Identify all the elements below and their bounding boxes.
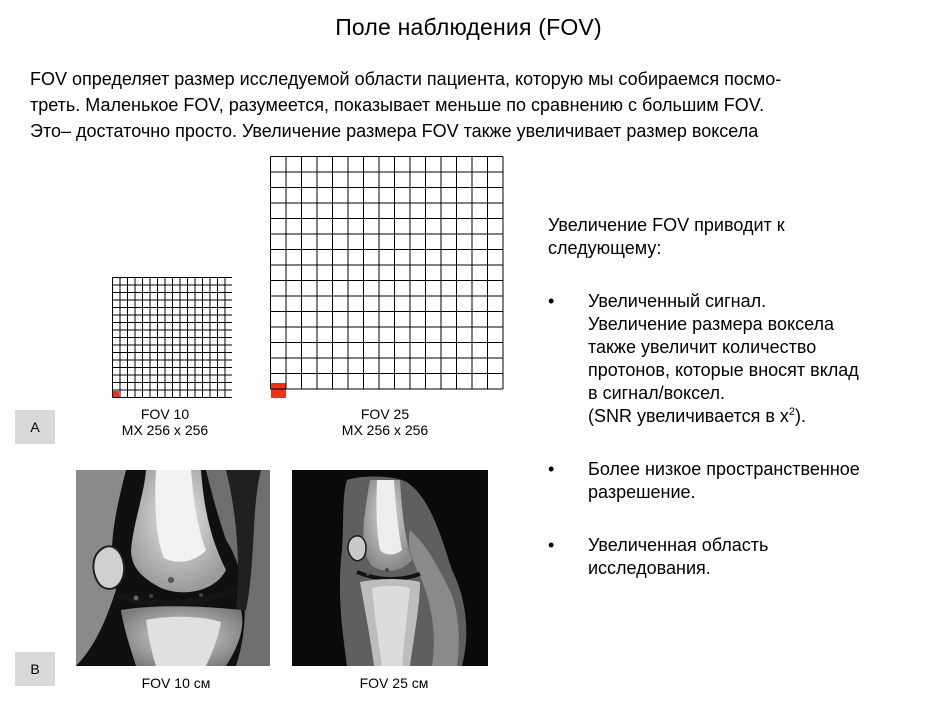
bullet-line: в сигнал/воксел.: [588, 383, 726, 403]
mri-knee-fov10-image: [76, 470, 270, 666]
intro-line: Это– достаточно просто. Увеличение размера FOV также увеличивает размер воксела: [30, 121, 759, 141]
small-grid-highlight-pixel: [113, 391, 119, 397]
bullet-increased-signal: [548, 290, 928, 428]
large-grid-caption: [315, 406, 455, 438]
snr-prefix: (SNR увеличивается в x: [588, 406, 789, 426]
small-grid-matrix: MX 256 x 256: [121, 422, 209, 438]
large-grid-highlight-pixel: [271, 383, 286, 398]
bullet-larger-area: [548, 534, 928, 580]
intro-paragraph: [30, 66, 915, 144]
large-fov-grid: [270, 156, 506, 400]
heading-line: следующему:: [548, 238, 662, 258]
bullet-dot: •: [548, 291, 555, 311]
bullet-lower-resolution: [548, 458, 928, 504]
small-grid-fov: FOV 10: [140, 406, 190, 422]
fov-effects-section: [548, 214, 928, 610]
panel-label-a: A: [15, 410, 55, 444]
snr-suffix: ).: [795, 406, 807, 426]
large-grid-matrix: MX 256 x 256: [341, 422, 429, 438]
mri-knee-fov25-image: [292, 470, 488, 666]
bullet-line: также увеличит количество: [588, 337, 817, 357]
bullet-line: Более низкое пространственное: [588, 459, 860, 479]
intro-line: треть. Маленькое FOV, разумеется, показывает меньше по сравнению с большим FOV.: [30, 95, 765, 115]
bullet-line: Увеличение размера воксела: [588, 314, 835, 334]
snr-exponent: 2: [788, 406, 796, 418]
bullet-line: исследования.: [588, 558, 711, 578]
fov-effects-heading: [548, 214, 928, 260]
mri-caption-fov25: FOV 25 см: [359, 675, 429, 691]
small-fov-grid: [112, 277, 232, 399]
panel-label-b: B: [15, 652, 55, 686]
intro-line: FOV определяет размер исследуемой области пациента, которую мы собираемся посмо-: [30, 69, 782, 89]
snr-line: [588, 405, 928, 428]
page-title: Поле наблюдения (FOV): [335, 14, 602, 40]
bullet-line: Увеличенная область: [588, 535, 769, 555]
bullet-line: Увеличенный сигнал.: [588, 291, 767, 311]
bullet-line: разрешение.: [588, 482, 696, 502]
bullet-line: протонов, которые вносят вклад: [588, 360, 859, 380]
heading-line: Увеличение FOV приводит к: [548, 215, 785, 235]
bullet-dot: •: [548, 459, 555, 479]
bullet-dot: •: [548, 535, 555, 555]
small-grid-caption: [95, 406, 235, 438]
large-grid-fov: FOV 25: [360, 406, 410, 422]
mri-caption-fov10: FOV 10 см: [141, 675, 211, 691]
